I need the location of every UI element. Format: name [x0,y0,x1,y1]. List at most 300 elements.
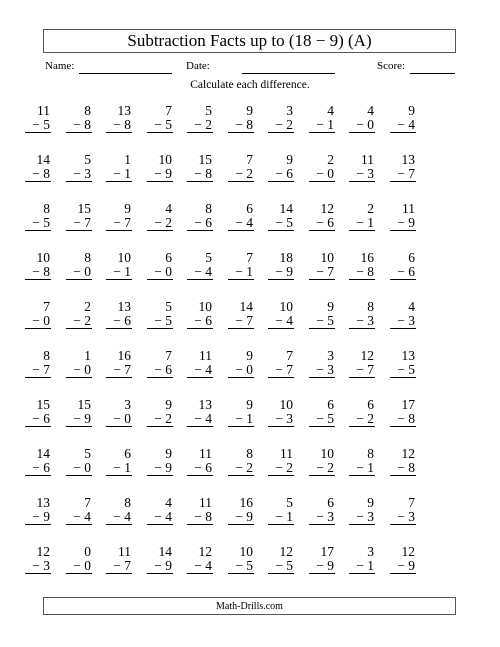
subtrahend: − 1 [113,264,131,279]
answer-line[interactable] [187,230,213,231]
answer-line[interactable] [349,524,375,525]
answer-line[interactable] [106,573,132,574]
answer-line[interactable] [390,426,416,427]
answer-line[interactable] [309,475,335,476]
minuend: 8 [205,201,212,216]
problem [20,397,50,433]
answer-line[interactable] [187,181,213,182]
problem [182,201,212,237]
answer-line[interactable] [349,181,375,182]
answer-line[interactable] [268,328,294,329]
answer-line[interactable] [106,328,132,329]
answer-line[interactable] [309,132,335,133]
subtrahend: − 1 [356,558,374,573]
subtrahend: − 1 [356,215,374,230]
minuend: 11 [37,103,50,118]
answer-line[interactable] [309,573,335,574]
problem [223,544,253,580]
problem [142,446,172,482]
subtrahend: − 2 [316,460,334,475]
minuend: 11 [402,201,415,216]
answer-line[interactable] [349,573,375,574]
problem [20,348,50,384]
problem [20,446,50,482]
answer-line[interactable] [66,181,92,182]
problem [20,544,50,580]
problem [344,201,374,237]
subtrahend: − 7 [235,313,253,328]
subtrahend: − 7 [113,362,131,377]
subtrahend: − 5 [154,313,172,328]
subtrahend: − 0 [73,558,91,573]
problem [385,201,415,237]
answer-line[interactable] [25,230,51,231]
subtrahend: − 8 [235,117,253,132]
problem [20,152,50,188]
answer-line[interactable] [309,181,335,182]
answer-line[interactable] [349,279,375,280]
answer-line[interactable] [25,524,51,525]
problem [101,495,131,531]
subtrahend: − 6 [32,411,50,426]
minuend: 12 [279,544,293,559]
problem [101,299,131,335]
minuend: 6 [165,250,172,265]
problem [61,348,91,384]
answer-line[interactable] [349,426,375,427]
subtrahend: − 8 [194,166,212,181]
subtrahend: − 0 [32,313,50,328]
problem [61,201,91,237]
minuend: 15 [198,152,212,167]
subtrahend: − 4 [194,558,212,573]
problem [385,299,415,335]
answer-line[interactable] [25,426,51,427]
problem [142,152,172,188]
subtrahend: − 6 [154,362,172,377]
answer-line[interactable] [187,279,213,280]
subtrahend: − 8 [194,509,212,524]
minuend: 16 [117,348,131,363]
answer-line[interactable] [268,475,294,476]
minuend: 1 [124,152,131,167]
subtrahend: − 1 [356,460,374,475]
problem [223,397,253,433]
problem [182,544,212,580]
answer-line[interactable] [147,426,173,427]
minuend: 5 [165,299,172,314]
answer-line[interactable] [106,230,132,231]
subtrahend: − 9 [235,509,253,524]
answer-line[interactable] [106,475,132,476]
minuend: 13 [117,299,131,314]
answer-line[interactable] [66,524,92,525]
minuend: 8 [124,495,131,510]
minuend: 5 [286,495,293,510]
answer-line[interactable] [147,132,173,133]
subtrahend: − 3 [397,509,415,524]
minuend: 3 [286,103,293,118]
answer-line[interactable] [25,279,51,280]
subtrahend: − 4 [397,117,415,132]
answer-line[interactable] [228,328,254,329]
answer-line[interactable] [309,524,335,525]
answer-line[interactable] [268,377,294,378]
subtrahend: − 0 [113,411,131,426]
problem [263,495,293,531]
problem [385,495,415,531]
minuend: 6 [327,495,334,510]
problem [142,495,172,531]
subtrahend: − 3 [356,166,374,181]
problem [385,544,415,580]
answer-line[interactable] [147,573,173,574]
problem [304,446,334,482]
minuend: 10 [36,250,50,265]
answer-line[interactable] [268,132,294,133]
subtrahend: − 2 [154,215,172,230]
subtrahend: − 5 [32,215,50,230]
subtrahend: − 1 [275,509,293,524]
answer-line[interactable] [309,230,335,231]
answer-line[interactable] [187,132,213,133]
answer-line[interactable] [390,524,416,525]
problem [385,152,415,188]
subtrahend: − 4 [73,509,91,524]
problem [142,299,172,335]
subtrahend: − 9 [397,558,415,573]
answer-line[interactable] [147,279,173,280]
minuend: 7 [84,495,91,510]
problem [182,397,212,433]
problem [344,397,374,433]
minuend: 10 [320,446,334,461]
answer-line[interactable] [25,181,51,182]
subtrahend: − 6 [113,313,131,328]
answer-line[interactable] [309,377,335,378]
problem [223,446,253,482]
answer-line[interactable] [228,426,254,427]
problem [223,103,253,139]
minuend: 9 [124,201,131,216]
subtrahend: − 3 [32,558,50,573]
problem [101,201,131,237]
minuend: 11 [361,152,374,167]
problem [344,250,374,286]
problem [385,348,415,384]
problem [101,544,131,580]
minuend: 3 [124,397,131,412]
subtrahend: − 2 [194,117,212,132]
answer-line[interactable] [228,573,254,574]
answer-line[interactable] [228,524,254,525]
problem [344,544,374,580]
answer-line[interactable] [187,328,213,329]
minuend: 5 [205,250,212,265]
minuend: 17 [320,544,334,559]
minuend: 10 [198,299,212,314]
answer-line[interactable] [349,475,375,476]
subtrahend: − 2 [275,460,293,475]
problem [20,250,50,286]
problem [304,348,334,384]
minuend: 13 [198,397,212,412]
problem [344,348,374,384]
subtrahend: − 8 [32,264,50,279]
minuend: 10 [117,250,131,265]
answer-line[interactable] [390,573,416,574]
subtrahend: − 0 [73,460,91,475]
minuend: 8 [84,103,91,118]
answer-line[interactable] [228,230,254,231]
problem [385,103,415,139]
answer-line[interactable] [147,328,173,329]
subtrahend: − 2 [275,117,293,132]
minuend: 7 [246,152,253,167]
answer-line[interactable] [106,377,132,378]
problem [101,397,131,433]
minuend: 12 [198,544,212,559]
answer-line[interactable] [390,475,416,476]
minuend: 8 [43,201,50,216]
problem [142,348,172,384]
answer-line[interactable] [147,181,173,182]
answer-line[interactable] [349,377,375,378]
answer-line[interactable] [268,524,294,525]
minuend: 4 [408,299,415,314]
minuend: 14 [279,201,293,216]
problem [304,495,334,531]
minuend: 12 [36,544,50,559]
minuend: 18 [279,250,293,265]
problem [142,397,172,433]
answer-line[interactable] [309,279,335,280]
minuend: 12 [401,544,415,559]
subtrahend: − 6 [32,460,50,475]
answer-line[interactable] [106,132,132,133]
problem [101,250,131,286]
answer-line[interactable] [147,230,173,231]
answer-line[interactable] [349,230,375,231]
problem [182,495,212,531]
answer-line[interactable] [268,181,294,182]
answer-line[interactable] [390,279,416,280]
answer-line[interactable] [106,524,132,525]
answer-line[interactable] [25,475,51,476]
problem [20,299,50,335]
minuend: 6 [408,250,415,265]
minuend: 8 [43,348,50,363]
answer-line[interactable] [187,377,213,378]
problem [344,152,374,188]
subtrahend: − 4 [194,264,212,279]
answer-line[interactable] [349,132,375,133]
minuend: 7 [165,348,172,363]
answer-line[interactable] [268,573,294,574]
subtrahend: − 9 [73,411,91,426]
subtrahend: − 2 [356,411,374,426]
answer-line[interactable] [268,279,294,280]
problem [61,544,91,580]
subtrahend: − 1 [113,460,131,475]
problem [344,446,374,482]
answer-line[interactable] [106,181,132,182]
minuend: 6 [124,446,131,461]
answer-line[interactable] [66,475,92,476]
subtrahend: − 3 [356,509,374,524]
answer-line[interactable] [349,328,375,329]
subtrahend: − 5 [397,362,415,377]
answer-line[interactable] [147,524,173,525]
footer-text: Math-Drills.com [216,600,283,612]
subtrahend: − 7 [275,362,293,377]
answer-line[interactable] [228,475,254,476]
answer-line[interactable] [66,132,92,133]
answer-line[interactable] [66,230,92,231]
minuend: 7 [286,348,293,363]
minuend: 4 [367,103,374,118]
minuend: 11 [199,348,212,363]
problem [223,299,253,335]
problem [385,397,415,433]
minuend: 3 [367,544,374,559]
problem [304,250,334,286]
subtrahend: − 0 [235,362,253,377]
problem [263,103,293,139]
problem [61,397,91,433]
minuend: 7 [165,103,172,118]
answer-line[interactable] [66,328,92,329]
problem [263,446,293,482]
subtrahend: − 4 [194,362,212,377]
problem [304,152,334,188]
subtrahend: − 3 [356,313,374,328]
problem [182,348,212,384]
answer-line[interactable] [187,426,213,427]
subtrahend: − 2 [73,313,91,328]
minuend: 7 [43,299,50,314]
subtrahend: − 2 [235,460,253,475]
minuend: 12 [320,201,334,216]
problem [182,446,212,482]
answer-line[interactable] [66,573,92,574]
problem [263,250,293,286]
minuend: 13 [36,495,50,510]
subtrahend: − 7 [316,264,334,279]
subtrahend: − 9 [154,460,172,475]
subtrahend: − 5 [154,117,172,132]
answer-line[interactable] [390,132,416,133]
problem [263,397,293,433]
subtrahend: − 5 [275,558,293,573]
subtrahend: − 1 [316,117,334,132]
answer-line[interactable] [390,377,416,378]
answer-line[interactable] [66,279,92,280]
minuend: 4 [165,201,172,216]
problem [182,103,212,139]
minuend: 16 [239,495,253,510]
subtrahend: − 9 [154,166,172,181]
answer-line[interactable] [390,181,416,182]
minuend: 7 [246,250,253,265]
answer-line[interactable] [66,426,92,427]
answer-line[interactable] [309,328,335,329]
answer-line[interactable] [228,279,254,280]
problem [263,299,293,335]
answer-line[interactable] [228,181,254,182]
answer-line[interactable] [187,524,213,525]
subtrahend: − 8 [113,117,131,132]
minuend: 9 [408,103,415,118]
answer-line[interactable] [25,573,51,574]
minuend: 10 [279,299,293,314]
subtrahend: − 8 [397,460,415,475]
answer-line[interactable] [66,377,92,378]
problem [101,348,131,384]
minuend: 9 [165,446,172,461]
subtrahend: − 9 [397,215,415,230]
problem [223,152,253,188]
minuend: 1 [84,348,91,363]
problem [101,446,131,482]
title-text: Subtraction Facts up to (18 − 9) (A) [127,31,372,50]
answer-line[interactable] [25,328,51,329]
answer-line[interactable] [25,377,51,378]
answer-line[interactable] [106,279,132,280]
answer-line[interactable] [187,573,213,574]
minuend: 9 [165,397,172,412]
answer-line[interactable] [228,132,254,133]
minuend: 9 [246,397,253,412]
minuend: 9 [327,299,334,314]
problem [304,103,334,139]
answer-line[interactable] [268,426,294,427]
problem [263,152,293,188]
answer-line[interactable] [147,475,173,476]
answer-line[interactable] [147,377,173,378]
minuend: 8 [367,446,374,461]
answer-line[interactable] [268,230,294,231]
subtrahend: − 4 [154,509,172,524]
subtrahend: − 9 [316,558,334,573]
minuend: 10 [158,152,172,167]
answer-line[interactable] [390,230,416,231]
subtrahend: − 7 [113,215,131,230]
answer-line[interactable] [106,426,132,427]
answer-line[interactable] [25,132,51,133]
minuend: 2 [84,299,91,314]
minuend: 12 [401,446,415,461]
minuend: 13 [401,348,415,363]
subtrahend: − 5 [32,117,50,132]
minuend: 4 [165,495,172,510]
problem [61,299,91,335]
subtrahend: − 0 [154,264,172,279]
problem [61,446,91,482]
answer-line[interactable] [309,426,335,427]
subtrahend: − 9 [32,509,50,524]
subtrahend: − 9 [275,264,293,279]
subtrahend: − 4 [113,509,131,524]
answer-line[interactable] [228,377,254,378]
minuend: 8 [84,250,91,265]
answer-line[interactable] [187,475,213,476]
subtrahend: − 4 [275,313,293,328]
minuend: 10 [320,250,334,265]
subtrahend: − 3 [316,362,334,377]
minuend: 10 [239,544,253,559]
answer-line[interactable] [390,328,416,329]
